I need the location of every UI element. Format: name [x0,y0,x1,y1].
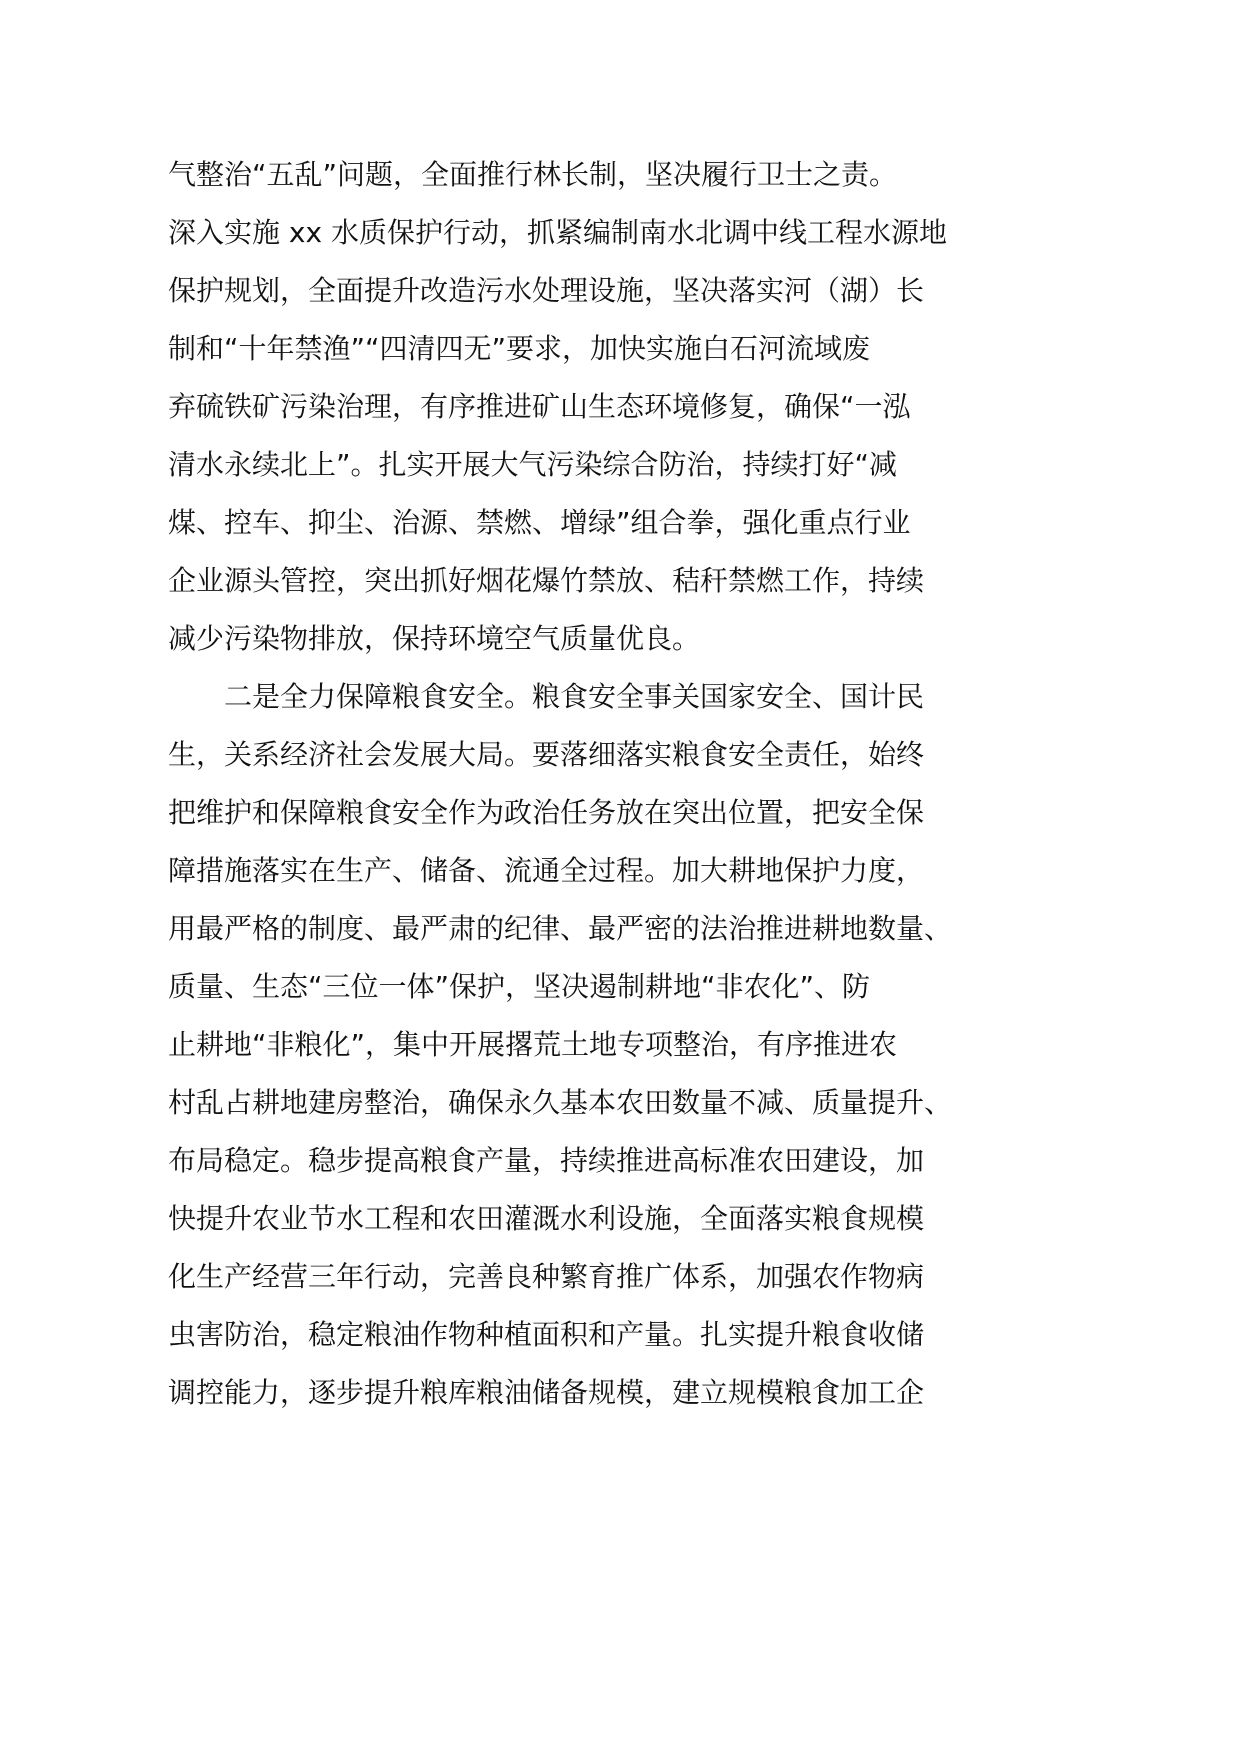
text-line: 障措施落实在生产、储备、流通全过程。加大耕地保护力度， [168,854,925,887]
text-line: 止耕地“非粮化”，集中开展撂荒土地专项整治，有序推进农 [168,1028,898,1061]
text-line: 把维护和保障粮食安全作为政治任务放在突出位置，把安全保 [168,796,925,829]
text-line: 虫害防治，稳定粮油作物种植面积和产量。扎实提升粮食收储 [168,1318,925,1351]
text-line: 清水永续北上”。扎实开展大气污染综合防治，持续打好“减 [168,448,898,481]
text-line: 弃硫铁矿污染治理，有序推进矿山生态环境修复，确保“一泓 [168,390,911,423]
text-line: 保护规划，全面提升改造污水处理设施，坚决落实河（湖）长 [168,274,925,307]
text-line: 化生产经营三年行动，完善良种繁育推广体系，加强农作物病 [168,1260,925,1293]
text-line: 深入实施 xx 水质保护行动，抓紧编制南水北调中线工程水源地 [168,216,947,249]
text-line: 制和“十年禁渔”“四清四无”要求，加快实施白石河流域废 [168,332,871,365]
text-line: 企业源头管控，突出抓好烟花爆竹禁放、秸秆禁燃工作，持续 [168,564,925,597]
body-text [168,146,958,1422]
text-line: 布局稳定。稳步提高粮食产量，持续推进高标准农田建设，加 [168,1144,925,1177]
text-line: 村乱占耕地建房整治，确保永久基本农田数量不减、质量提升、 [168,1086,953,1119]
text-line: 气整治“五乱”问题，全面推行林长制，坚决履行卫士之责。 [168,158,898,191]
text-line: 用最严格的制度、最严肃的纪律、最严密的法治推进耕地数量、 [168,912,953,945]
text-line: 快提升农业节水工程和农田灌溉水利设施，全面落实粮食规模 [168,1202,925,1235]
paragraph-first-line: 二是全力保障粮食安全。粮食安全事关国家安全、国计民 [224,680,925,713]
text-line: 调控能力，逐步提升粮库粮油储备规模，建立规模粮食加工企 [168,1376,925,1409]
text-line: 质量、生态“三位一体”保护，坚决遏制耕地“非农化”、防 [168,970,871,1003]
text-line: 煤、控车、抑尘、治源、禁燃、增绿”组合拳，强化重点行业 [168,506,911,539]
text-line: 减少污染物排放，保持环境空气质量优良。 [168,622,701,655]
text-line: 生，关系经济社会发展大局。要落细落实粮食安全责任，始终 [168,738,925,771]
